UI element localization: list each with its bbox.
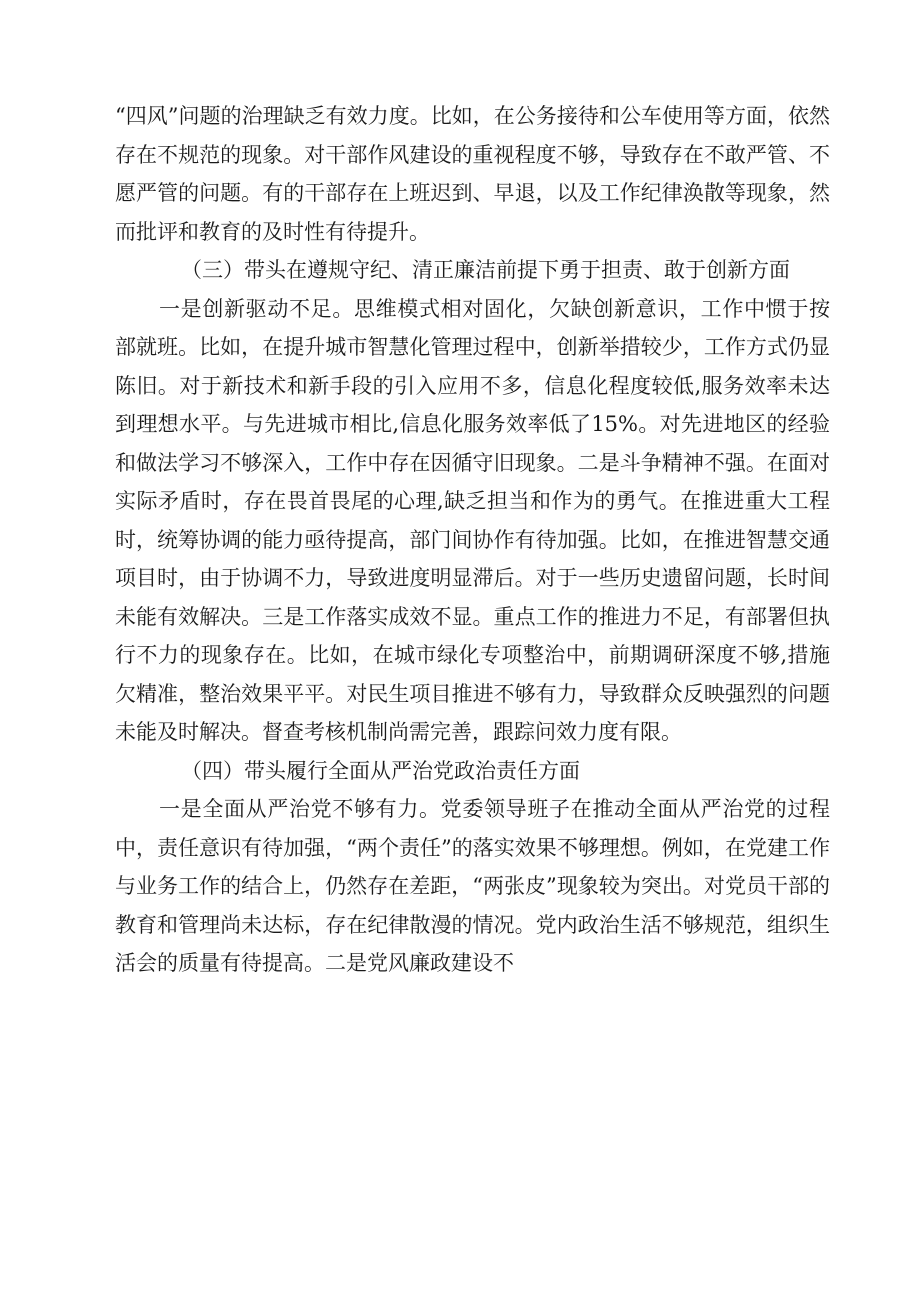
section-heading-4: （四）带头履行全面从严治党政治责任方面	[181, 758, 580, 783]
paragraph-innovation: 一是创新驱动不足。思维模式相对固化，欠缺创新意识，工作中惯于按部就班。比如，在提升城市智慧化管理过程中，创新举措较少，工作方式仍显陈旧。对于新技术和新手段的引入应用不多，信息化程度较低,服务效率未达到理想水平。与先进城市相比,信息化服务效率低了15%。对先进地区的经验和做法学习不够深入，工作中存在因循守旧现象。二是斗争精神不强。在面对实际矛盾时，存在畏首畏尾的心理,缺乏担当和作为的勇气。在推进重大工程时，统筹协调的能力亟待提高，部门间协作有待加强。比如，在推进智慧交通项目时，由于协调不力，导致进度明显滞后。对于一些历史遗留问题，长时间未能有效解决。三是工作落实成效不显。重点工作的推进力不足，有部署但执行不力的现象存在。比如，在城市绿化专项整治中，前期调研深度不够,措施欠精准，整治效果平平。对民生项目推进不够有力，导致群众反映强烈的问题未能及时解决。督查考核机制尚需完善，跟踪问效力度有限。	[115, 296, 830, 744]
section-heading-3: （三）带头在遵规守纪、清正廉洁前提下勇于担责、敢于创新方面	[181, 258, 790, 282]
paragraph-party-governance: 一是全面从严治党不够有力。党委领导班子在推动全面从严治党的过程中，责任意识有待加强，“两个责任”的落实效果不够理想。例如，在党建工作与业务工作的结合上，仍然存在差距，“两张皮”现象较为突出。对党员干部的教育和管理尚未达标，存在纪律散漫的情况。党内政治生活不够规范，组织生活会的质量有待提高。二是党风廉政建设不	[115, 797, 830, 975]
document-body	[115, 97, 830, 983]
paragraph-style-rectification: “四风”问题的治理缺乏有效力度。比如，在公务接待和公车使用等方面，依然存在不规范的现象。对干部作风建设的重视程度不够，导致存在不敢严管、不愿严管的问题。有的干部存在上班迟到、早退，以及工作纪律涣散等现象，然而批评和教育的及时性有待提升。	[115, 104, 830, 244]
